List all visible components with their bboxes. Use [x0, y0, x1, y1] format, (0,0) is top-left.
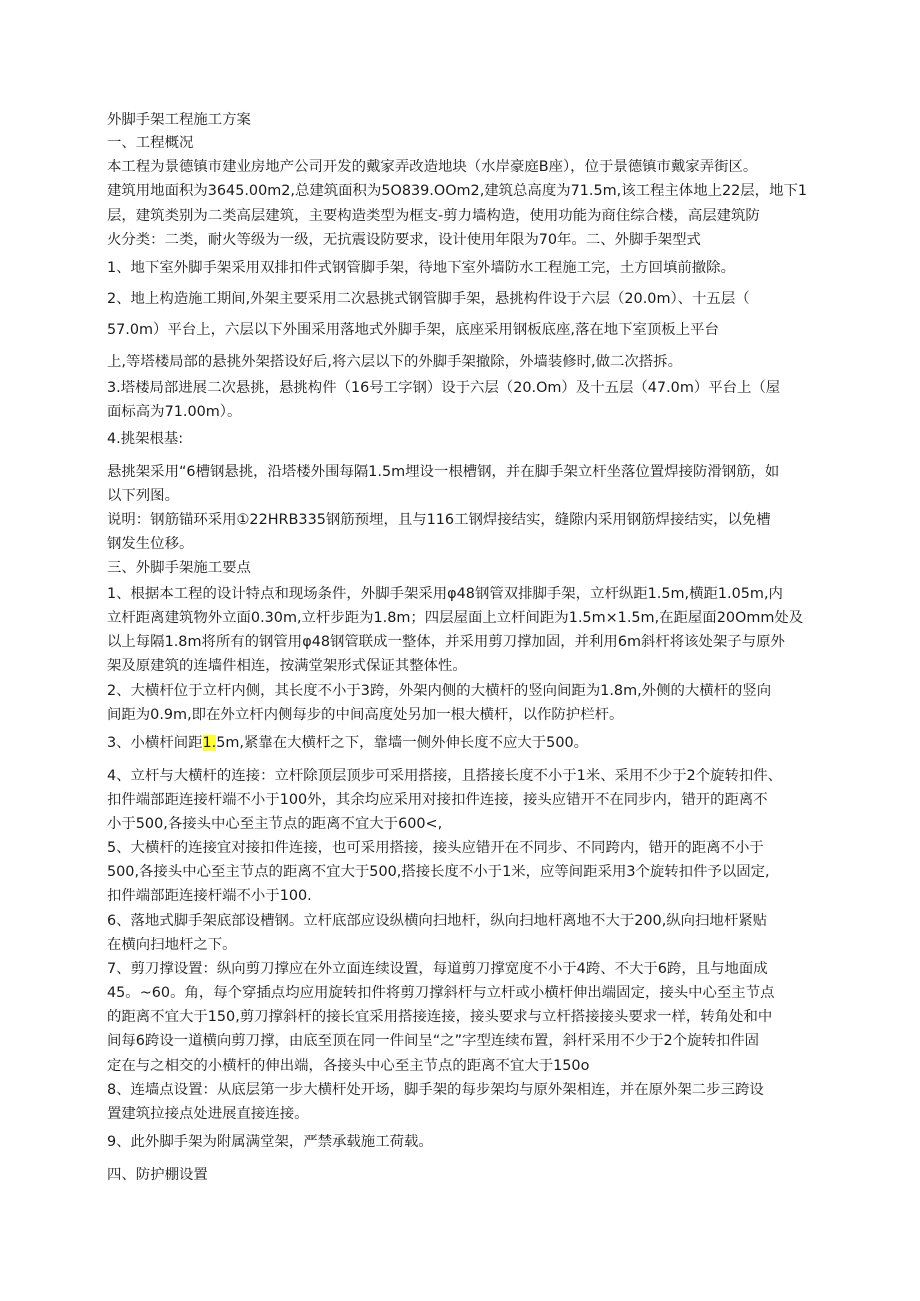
section-heading: 四、防护棚设置 — [107, 1167, 208, 1183]
item3-text-after: 5m,紧靠在大横杆之下，靠墙一侧外伸长度不应大于500。 — [216, 735, 589, 751]
section-heading: 三、外脚手架施工要点 — [107, 560, 251, 576]
paragraph-line: 2、地上构造施工期间,外架主要采用二次悬挑式钢管脚手架，悬挑构件设于六层（20.0m）、十五层（ — [107, 291, 750, 307]
paragraph-line: 500,各接头中心至主节点的距离不宜大于500,搭接长度不小于1米，应等间距采用3个旋转扣件予以固定, — [107, 864, 770, 880]
paragraph-line: 钢发生位移。 — [107, 536, 194, 552]
paragraph-line: 悬挑架采用“6槽钢悬挑，沿塔楼外围每隔1.5m埋设一根槽钢，并在脚手架立杆坐落位置焊接防滑钢筋，如 — [107, 464, 780, 480]
paragraph-line: 以上每隔1.8m将所有的钢管用φ48钢管联成一整体，并采用剪刀撑加固，并利用6m斜杆将该处架子与原外 — [107, 634, 785, 650]
paragraph-line: 45。~60。角，每个穿插点均应用旋转扣件将剪刀撑斜杆与立杆或小横杆伸出端固定，接头中心至主节点 — [107, 985, 775, 1001]
paragraph-line: 以下列图。 — [107, 488, 179, 504]
paragraph-line: 火分类：二类，耐火等级为一级，无抗震设防要求，设计使用年限为70年。二、外脚手架型式 — [107, 232, 701, 248]
paragraph-line: 层，建筑类别为二类高层建筑，主要构造类型为框支-剪力墙构造，使用功能为商住综合楼，高层建筑防 — [107, 208, 760, 224]
document-title: 外脚手架工程施工方案 — [107, 112, 251, 128]
paragraph-line: 8、连墙点设置：从底层第一步大横杆处开场，脚手架的每步架均与原外架相连，并在原外架二步三跨设 — [107, 1082, 764, 1098]
paragraph-line: 建筑用地面积为3645.00m2,总建筑面积为5O839.OOm2,建筑总高度为71.5m,该工程主体地上22层，地下1 — [107, 183, 808, 199]
paragraph-line: 4、立杆与大横杆的连接：立杆除顶层顶步可采用搭接，且搭接长度不小于1米、采用不少于2个旋转扣件、 — [107, 768, 783, 784]
paragraph-line: 1、地下室外脚手架采用双排扣件式钢管脚手架，待地下室外墙防水工程施工完，土方回填前撤除。 — [107, 260, 735, 276]
paragraph-line: 小于500,各接头中心至主节点的距离不宜大于600<, — [107, 816, 443, 832]
paragraph-line: 架及原建筑的连墙件相连，按满堂架形式保证其整体性。 — [107, 658, 467, 674]
paragraph-line: 6、落地式脚手架底部设槽钢。立杆底部应设纵横向扫地杆，纵向扫地杆离地不大于200,纵向扫地杆紧贴 — [107, 913, 767, 929]
highlighted-text: 1. — [202, 735, 217, 751]
item3-text-before: 3、小横杆间距 — [107, 735, 203, 751]
paragraph-line: 面标高为71.00m）。 — [107, 404, 242, 420]
paragraph-line: 1、根据本工程的设计特点和现场条件，外脚手架采用φ48钢管双排脚手架，立杆纵距1.5m,横距1.05m,内 — [107, 586, 783, 602]
section-heading: 一、工程概况 — [107, 135, 194, 151]
paragraph-line: 5、大横杆的连接宜对接扣件连接，也可采用搭接，接头应错开在不同步、不同跨内，错开的距离不小于 — [107, 840, 764, 856]
paragraph-line: 在横向扫地杆之下。 — [107, 937, 237, 953]
paragraph-line: 置建筑拉接点处进展直接连接。 — [107, 1106, 309, 1122]
paragraph-line: 扣件端部距连接杆端不小于100. — [107, 888, 312, 904]
paragraph-line: 本工程为景德镇市建业房地产公司开发的戴家弄改造地块（水岸豪庭B座），位于景德镇市戴家弄街区。 — [107, 159, 758, 175]
paragraph-line: 57.0m）平台上，六层以下外围采用落地式外脚手架，底座采用钢板底座,落在地下室顶板上平台 — [107, 322, 719, 338]
paragraph-line: 间距为0.9m,即在外立杆内侧每步的中间高度处另加一根大横杆，以作防护栏杆。 — [107, 707, 624, 723]
paragraph-line: 扣件端部距连接杆端不小于100外，其余均应采用对接扣件连接，接头应错开不在同步内，错开的距离不 — [107, 792, 768, 808]
paragraph-line: 的距离不宜大于150,剪刀撑斜杆的接长宜采用搭接连接，接头要求与立杆搭接接头要求一样，转角处和中 — [107, 1009, 773, 1025]
paragraph-line: 4.挑架根基: — [107, 431, 184, 447]
paragraph-line: 立杆距离建筑物外立面0.30m,立杆步距为1.8m；四层屋面上立杆间距为1.5m×1.5m,在距屋面20Omm处及 — [107, 610, 804, 626]
paragraph-line: 说明：钢筋锚环采用①22HRB335钢筋预埋，且与116工钢焊接结实，缝隙内采用钢筋焊接结实，以免槽 — [107, 512, 771, 528]
paragraph-line: 上,等塔楼局部的悬挑外架搭设好后,将六层以下的外脚手架撤除，外墙装修时,做二次搭拆。 — [107, 354, 682, 370]
paragraph-line: 定在与之相交的小横杆的伸出端，各接头中心至主节点的距离不宜大于150o — [107, 1058, 590, 1074]
paragraph-line: 9、此外脚手架为附属满堂架，严禁承载施工荷载。 — [107, 1134, 433, 1150]
paragraph-line: 3.塔楼局部进展二次悬挑，悬挑构件（16号工字钢）设于六层（20.Om）及十五层（47.0m）平台上（屋 — [107, 380, 781, 396]
paragraph-line: 间每6跨设一道横向剪刀撑，由底至顶在同一件间呈“之”字型连续布置，斜杆采用不少于2个旋转扣件固 — [107, 1033, 760, 1049]
paragraph-line-item-3 — [107, 733, 588, 753]
paragraph-line: 2、大横杆位于立杆内侧，其长度不小于3跨，外架内侧的大横杆的竖向间距为1.8m,外侧的大横杆的竖向 — [107, 683, 772, 699]
paragraph-line: 7、剪刀撑设置：纵向剪刀撑应在外立面连续设置，每道剪刀撑宽度不小于4跨、不大于6跨，且与地面成 — [107, 961, 768, 977]
